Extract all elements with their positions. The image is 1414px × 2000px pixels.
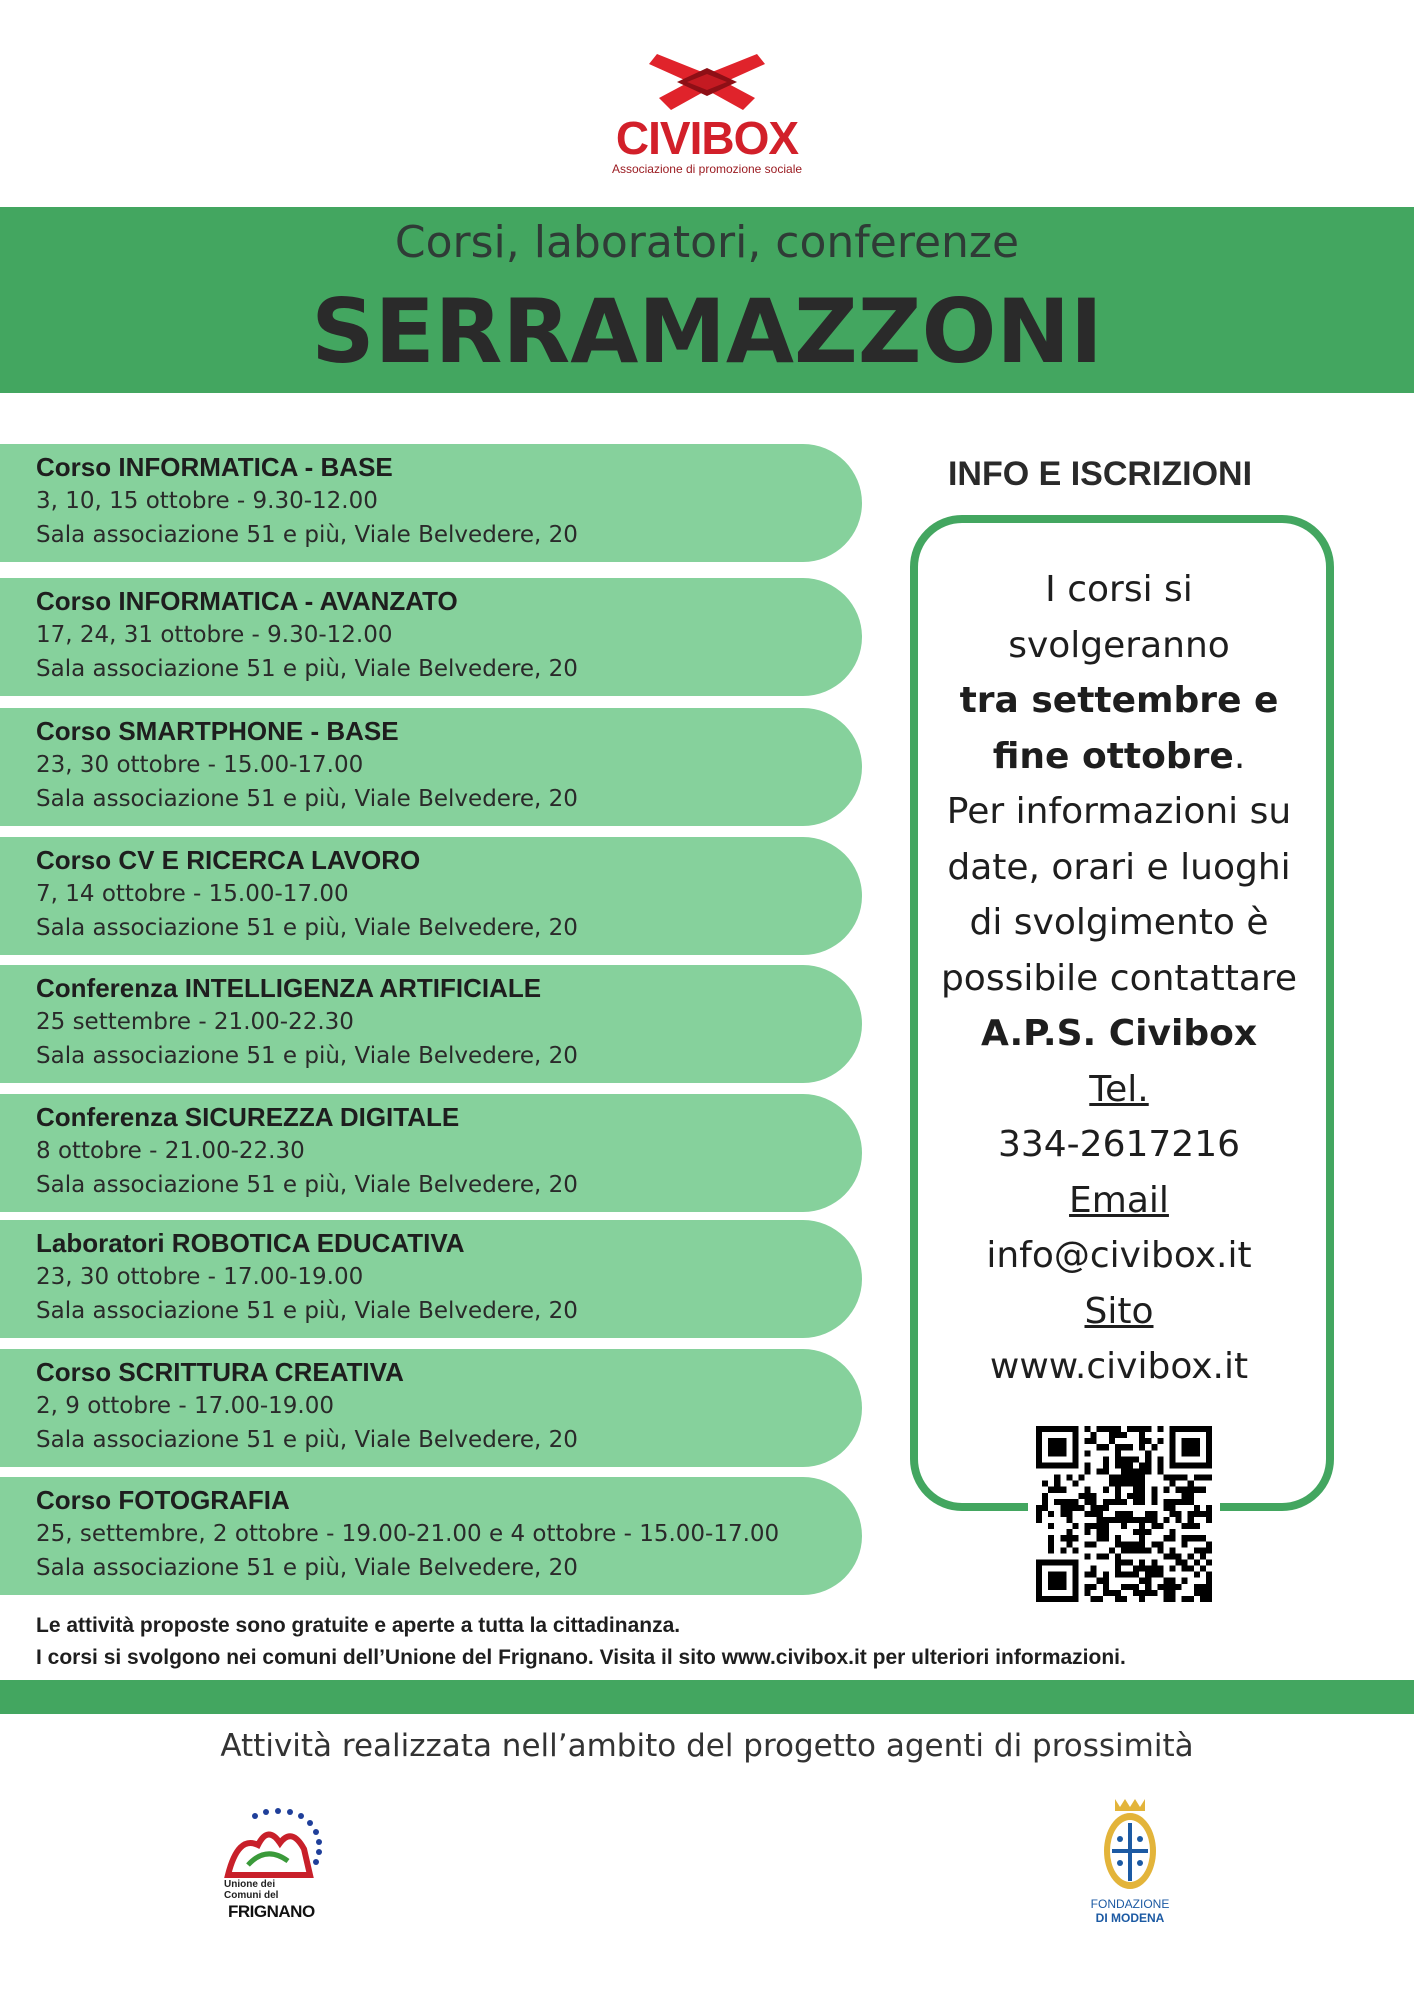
course-place: Sala associazione 51 e più, Viale Belvedere, 20: [36, 786, 578, 812]
course-dates: 23, 30 ottobre - 17.00-19.00: [36, 1264, 364, 1290]
course-title: Corso SMARTPHONE - BASE: [36, 716, 399, 746]
course-item: [0, 578, 862, 696]
course-dates: 3, 10, 15 ottobre - 9.30-12.00: [36, 488, 378, 514]
course-place: Sala associazione 51 e più, Viale Belvedere, 20: [36, 1427, 578, 1453]
course-title: Laboratori ROBOTICA EDUCATIVA: [36, 1228, 465, 1258]
info-heading: INFO E ISCRIZIONI: [947, 455, 1253, 493]
banner-title: SERRAMAZZONI: [311, 280, 1103, 383]
tel-label: Tel.: [1089, 1068, 1149, 1110]
course-item: [0, 444, 862, 562]
course-item: [0, 965, 862, 1083]
site-url[interactable]: www.civibox.it: [989, 1346, 1249, 1387]
box-logo-icon: [647, 52, 767, 112]
info-line: di svolgimento è: [969, 902, 1269, 943]
course-item: [0, 1477, 862, 1595]
title-banner: [0, 207, 1414, 393]
brand-tagline: Associazione di promozione sociale: [611, 162, 803, 176]
modena-name: FONDAZIONE DI MODENA: [1090, 1897, 1170, 1925]
course-item: [0, 708, 862, 826]
course-dates: 25 settembre - 21.00-22.30: [36, 1009, 354, 1035]
frignano-emblem-icon: [218, 1805, 338, 1885]
course-place: Sala associazione 51 e più, Viale Belvedere, 20: [36, 1555, 578, 1581]
banner-subtitle: Corsi, laboratori, conferenze: [394, 217, 1020, 268]
course-dates: 8 ottobre - 21.00-22.30: [36, 1138, 305, 1164]
qr-code-icon: [1036, 1426, 1212, 1602]
info-line: date, orari e luoghi: [947, 846, 1291, 888]
course-item: [0, 1220, 862, 1338]
course-dates: 17, 24, 31 ottobre - 9.30-12.00: [36, 622, 393, 648]
frignano-logo: [218, 1805, 338, 1925]
info-line: I corsi si: [1045, 569, 1193, 610]
qr-code[interactable]: [1028, 1418, 1220, 1610]
tel-number[interactable]: 334-2617216: [997, 1124, 1241, 1165]
note-line: Le attività proposte sono gratuite e aperte a tutta la cittadinanza.: [36, 1614, 681, 1637]
brand-name: CIVIBOX: [615, 112, 799, 164]
course-dates: 23, 30 ottobre - 15.00-17.00: [36, 752, 364, 778]
course-title: Conferenza INTELLIGENZA ARTIFICIALE: [36, 973, 542, 1003]
course-item: [0, 1094, 862, 1212]
frignano-small-text: Unione dei Comuni del: [224, 1879, 279, 1901]
course-place: Sala associazione 51 e più, Viale Belvedere, 20: [36, 656, 578, 682]
email-address[interactable]: info@civibox.it: [986, 1235, 1252, 1276]
course-dates: 25, settembre, 2 ottobre - 19.00-21.00 e 4 ottobre - 15.00-17.00: [36, 1521, 780, 1547]
course-item: [0, 837, 862, 955]
course-title: Corso SCRITTURA CREATIVA: [36, 1357, 404, 1387]
info-text: [925, 562, 1313, 1395]
course-title: Corso CV E RICERCA LAVORO: [36, 845, 421, 875]
info-org: A.P.S. Civibox: [980, 1013, 1258, 1054]
footer-bar: [0, 1680, 1414, 1714]
course-place: Sala associazione 51 e più, Viale Belvedere, 20: [36, 1043, 578, 1069]
course-dates: 7, 14 ottobre - 15.00-17.00: [36, 881, 349, 907]
course-place: Sala associazione 51 e più, Viale Belvedere, 20: [36, 1298, 578, 1324]
course-dates: 2, 9 ottobre - 17.00-19.00: [36, 1393, 334, 1419]
course-title: Corso FOTOGRAFIA: [36, 1485, 290, 1515]
course-item: [0, 1349, 862, 1467]
footer-notes: [36, 1610, 1396, 1674]
info-line: possibile contattare: [940, 957, 1298, 999]
note-line: I corsi si svolgono nei comuni dell’Unione del Frignano. Visita il sito www.civibox.it per ulteriori informazioni.: [36, 1646, 1126, 1669]
course-place: Sala associazione 51 e più, Viale Belvedere, 20: [36, 1172, 578, 1198]
modena-crest-icon: [1085, 1795, 1175, 1895]
info-line: Per informazioni su: [946, 791, 1292, 832]
email-label: Email: [1069, 1179, 1169, 1221]
frignano-name: FRIGNANO: [228, 1902, 315, 1921]
info-line: tra settembre e: [959, 680, 1279, 721]
project-text: Attività realizzata nell’ambito del progetto agenti di prossimità: [220, 1728, 1194, 1764]
course-title: Corso INFORMATICA - BASE: [36, 452, 393, 482]
info-line: svolgeranno: [1008, 624, 1230, 666]
site-label: Sito: [1084, 1290, 1154, 1332]
course-place: Sala associazione 51 e più, Viale Belvedere, 20: [36, 915, 578, 941]
course-title: Conferenza SICUREZZA DIGITALE: [36, 1102, 460, 1132]
info-line: fine ottobre.: [992, 735, 1246, 777]
fondazione-modena-logo: [1085, 1795, 1175, 1930]
civibox-logo: [595, 52, 819, 182]
course-title: Corso INFORMATICA - AVANZATO: [36, 586, 458, 616]
course-place: Sala associazione 51 e più, Viale Belvedere, 20: [36, 522, 578, 548]
